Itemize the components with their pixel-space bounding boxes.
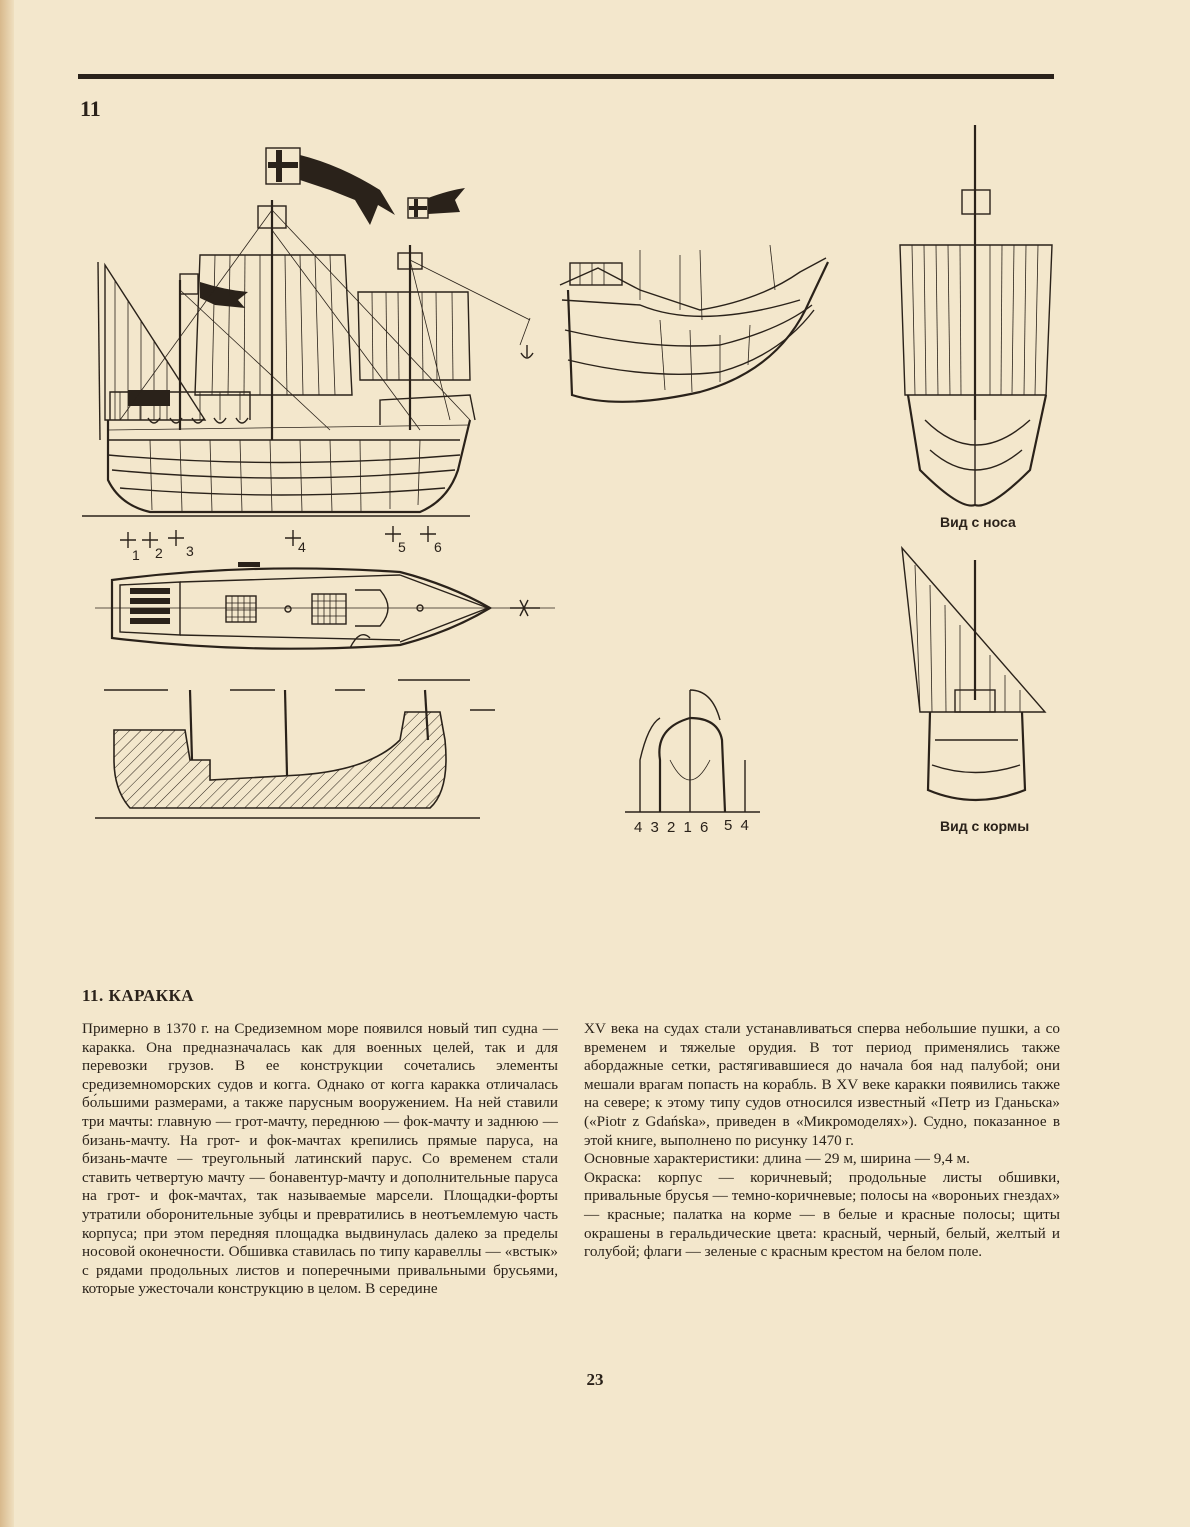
mast-marker-2: 2: [155, 545, 163, 561]
bow-view: [900, 125, 1052, 506]
right-paragraph-1: XV века на судах стали устанавливаться сперва небольшие пушки, а со временем и тяжелые орудия. В тот период применялись также абордажные сетки, растягивавшиеся до начала боя над палубой; они мешали врагам попасть на корабль. В XV веке каракки появились также на севере; к этому типу судов относился известный «Петр из Гданьска» («Piotr z Gdańska», приведен в «Микромоделях»). Судно, показанное в этой книге, выполнено по рисунку 1470 г.: [584, 1020, 1060, 1149]
right-paragraph-2: Основные характеристики: длина — 29 м, ширина — 9,4 м.: [584, 1150, 970, 1168]
mast-marker-4: 4: [298, 539, 306, 555]
section-scale-right: 5 4: [724, 817, 751, 834]
mast-markers: [120, 526, 442, 563]
mast-marker-3: 3: [186, 543, 194, 559]
caption-stern-view: Вид с кормы: [940, 818, 1030, 834]
article-right-column: [584, 1020, 1060, 1262]
stern-view: [902, 548, 1045, 800]
article-title: 11. КАРАККА: [82, 986, 195, 1005]
side-view-ship: [82, 148, 533, 516]
mast-marker-5: 5: [398, 539, 406, 555]
plate-number: 11: [80, 96, 101, 121]
article-left-column: [82, 1020, 558, 1299]
perspective-hull: [560, 245, 828, 402]
right-paragraph-3: Окраска: корпус — коричневый; продольные листы обшивки, привальные брусья — темно-коричневые; полосы на «вороньих гнездах» — красные; палатка на корме — в белые и красные полосы; щиты окрашены в геральдические цвета: красный, черный, белый, желтый и голубой; флаги — зеленые с красным крестом на белом поле.: [584, 1168, 1060, 1261]
deck-plan: [95, 562, 555, 649]
page-number: 23: [586, 1370, 604, 1389]
mast-marker-1: 1: [132, 547, 140, 563]
left-paragraph-1: Примерно в 1370 г. на Средиземном море появился новый тип судна — каракка. Она предназначалась как для военных целей, так и для перевозки грузов. В ее конструкции сочетались элементы средиземноморских судов и когга. Однако от когга каракка отличалась бо́льшими размерами, а также парусным вооружением. На ней ставили три мачты: главную — грот-мачту, переднюю — фок-мачту и заднюю — бизань-мачту. На грот- и фок-мачтах крепились прямые паруса, на бизань-мачте — треугольный латинский парус. Со временем стали ставить четвертую мачту — бонавентур-мачту и дополнительные паруса на грот- и фок-мачтах, так называемые марсели. Площадки-форты утратили оборонительные зубцы и превратились в неотъемлемую часть корпуса; при этом передняя площадка выдвинулась далеко за пределы носовой оконечности. Обшивка ставилась по типу каравеллы — «встык» с рядами продольных листов и поперечными привальными брусьями, которые ужесточали конструкцию в целом. В середине: [82, 1020, 558, 1298]
cross-section: [625, 690, 760, 836]
longitudinal-section: [95, 680, 495, 818]
caption-bow-view: Вид с носа: [940, 514, 1016, 530]
section-scale-left: 4 3 2 1 6: [634, 819, 711, 836]
mast-marker-6: 6: [434, 539, 442, 555]
